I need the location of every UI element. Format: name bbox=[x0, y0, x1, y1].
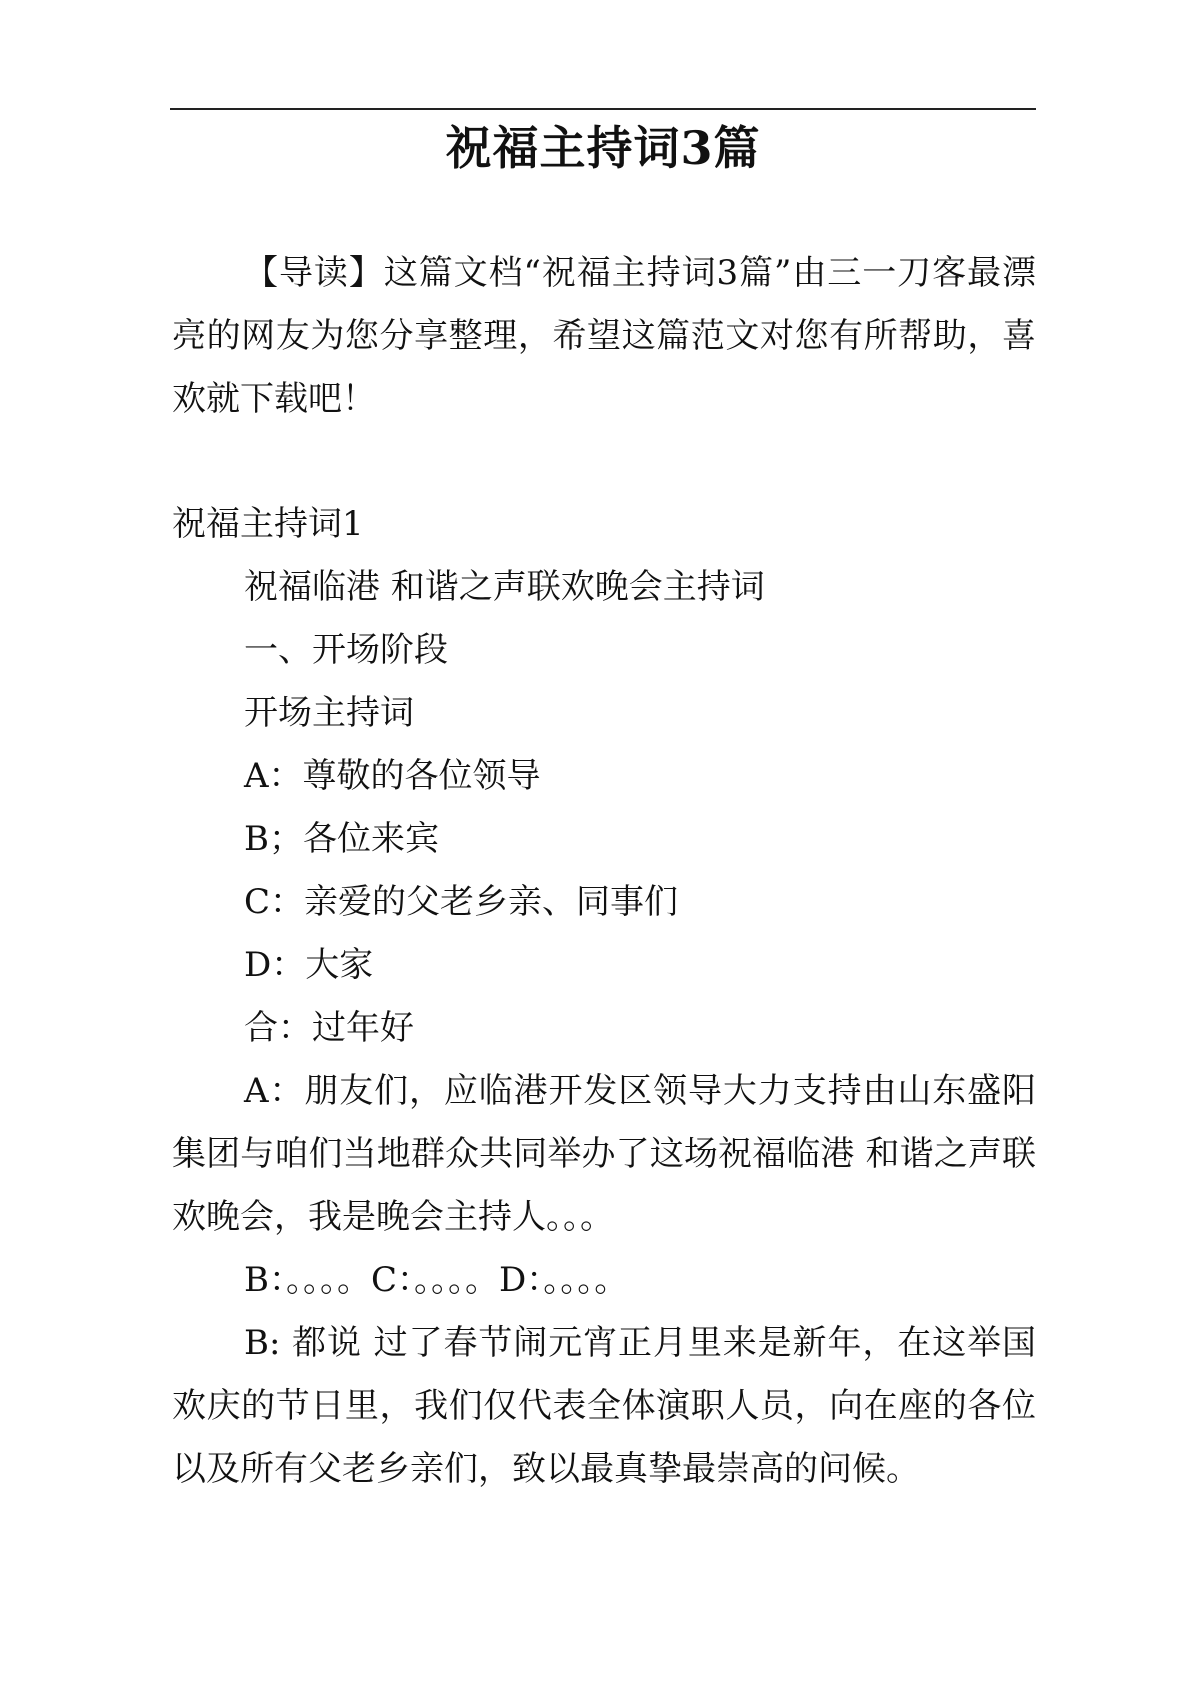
paragraph-line: 合：过年好 bbox=[244, 1008, 414, 1048]
document-title: 祝福主持词3篇 bbox=[445, 121, 761, 175]
paragraph-line: B；各位来宾 bbox=[244, 819, 439, 859]
paragraph-line: A：朋友们，应临港开发区领导大力支持由山东盛阳集团与咱们当地群众共同举办了这场祝福临港 和谐之声联欢晚会，我是晚会主持人。。。 bbox=[172, 1071, 1036, 1237]
paragraph-line: 一、开场阶段 bbox=[244, 630, 448, 670]
paragraph-line: 祝福临港 和谐之声联欢晚会主持词 bbox=[244, 567, 765, 607]
document-body bbox=[172, 242, 1036, 1501]
paragraph-line: C：亲爱的父老乡亲、同事们 bbox=[244, 882, 679, 922]
section-heading: 祝福主持词1 bbox=[172, 504, 364, 544]
paragraph-line: D：大家 bbox=[244, 945, 374, 985]
paragraph-line: B：。。。。C：。。。。D：。。。。 bbox=[244, 1260, 629, 1300]
header-rule bbox=[170, 108, 1036, 110]
paragraph-line: 开场主持词 bbox=[244, 693, 414, 733]
paragraph-line: B: 都说 过了春节闹元宵正月里来是新年，在这举国欢庆的节日里，我们仅代表全体演职人员，向在座的各位以及所有父老乡亲们，致以最真挚最崇高的问候。 bbox=[172, 1323, 1036, 1489]
intro-paragraph: 【导读】这篇文档“祝福主持词3篇”由三一刀客最漂亮的网友为您分享整理，希望这篇范文对您有所帮助，喜欢就下载吧！ bbox=[172, 253, 1036, 419]
paragraph-line: A：尊敬的各位领导 bbox=[244, 756, 541, 796]
